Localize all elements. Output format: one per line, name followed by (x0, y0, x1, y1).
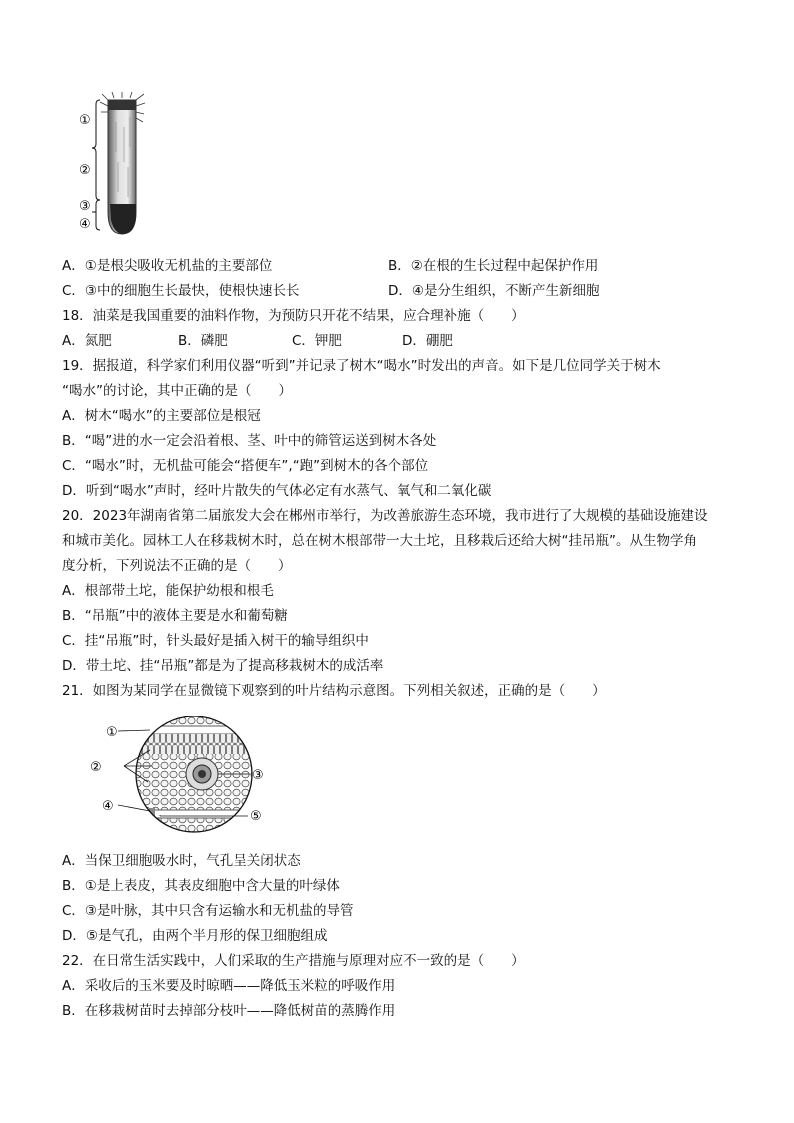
q17-option-a: A．①是根尖吸收无机盐的主要部位 (62, 258, 273, 274)
q21-option-a: A．当保卫细胞吸水时，气孔呈关闭状态 (62, 853, 301, 869)
q18-option-c: C．钾肥 (292, 333, 342, 349)
root-label-1: ① (79, 113, 91, 128)
q21-option-b: B．①是上表皮，其表皮细胞中含大量的叶绿体 (62, 878, 340, 894)
q22-option-b: B．在移栽树苗时去掉部分枝叶——降低树苗的蒸腾作用 (62, 1003, 396, 1019)
q21-option-c: C．③是叶脉，其中只含有运输水和无机盐的导管 (62, 903, 354, 919)
q22-stem: 22．在日常生活实践中，人们采取的生产措施与原理对应不一致的是（ ） (62, 953, 525, 969)
leaf-label-5: ⑤ (250, 809, 262, 824)
q20-stem-line2: 和城市美化。园林工人在移栽树木时，总在树木根部带一大土坨，且移栽后还给大树“挂吊瓶”。从生物学角 (62, 533, 697, 549)
q19-option-c: C．“喝水”时，无机盐可能会“搭便车”,“跑”到树木的各个部位 (62, 458, 429, 474)
q18-option-a: A．氮肥 (62, 333, 112, 349)
q19-option-d: D．听到“喝水”声时，经叶片散失的气体必定有水蒸气、氧气和二氧化碳 (62, 483, 492, 499)
root-label-4: ④ (79, 217, 91, 232)
q19-stem-line2: “喝水”的讨论，其中正确的是（ ） (62, 383, 292, 399)
q18-option-b: B．磷肥 (178, 333, 228, 349)
q20-option-b: B．“吊瓶”中的液体主要是水和葡萄糖 (62, 608, 288, 624)
q21-option-d: D．⑤是气孔，由两个半月形的保卫细胞组成 (62, 928, 328, 944)
q20-stem-line3: 度分析，下列说法不正确的是（ ） (62, 558, 292, 574)
q17-option-b: B．②在根的生长过程中起保护作用 (388, 258, 599, 274)
leaf-label-4: ④ (102, 799, 114, 814)
q19-stem-line1: 19．据报道，科学家们利用仪器“听到”并记录了树木“喝水”时发出的声音。如下是几位同学关于树木 (62, 358, 661, 374)
leaf-label-2: ② (90, 760, 102, 775)
q21-stem: 21．如图为某同学在显微镜下观察到的叶片结构示意图。下列相关叙述，正确的是（ ） (62, 683, 606, 699)
q17-option-d: D．④是分生组织，不断产生新细胞 (388, 283, 600, 299)
q18-stem: 18．油菜是我国重要的油料作物，为预防只开花不结果，应合理补施（ ） (62, 308, 525, 324)
root-label-2: ② (79, 163, 91, 178)
q18-option-d: D．硼肥 (402, 333, 453, 349)
q17-option-c: C．③中的细胞生长最快，使根快速长长 (62, 283, 300, 299)
leaf-label-3: ③ (252, 768, 264, 783)
q20-stem-line1: 20．2023年湖南省第二届旅发大会在郴州市举行，为改善旅游生态环境，我市进行了大规模的基础设施建设 (62, 508, 708, 524)
leaf-structure-figure (88, 716, 278, 836)
q19-option-a: A．树木“喝水”的主要部位是根冠 (62, 408, 261, 424)
q20-option-a: A．根部带土坨，能保护幼根和根毛 (62, 583, 274, 599)
leaf-label-1: ① (106, 725, 118, 740)
q22-option-a: A．采收后的玉米要及时晾晒——降低玉米粒的呼吸作用 (62, 978, 396, 994)
root-label-3: ③ (79, 199, 91, 214)
q20-option-c: C．挂“吊瓶”时，针头最好是插入树干的输导组织中 (62, 633, 369, 649)
q20-option-d: D．带土坨、挂“吊瓶”都是为了提高移栽树木的成活率 (62, 658, 384, 674)
root-tip-figure (78, 92, 168, 242)
q19-option-b: B．“喝”进的水一定会沿着根、茎、叶中的筛管运送到树木各处 (62, 433, 437, 449)
